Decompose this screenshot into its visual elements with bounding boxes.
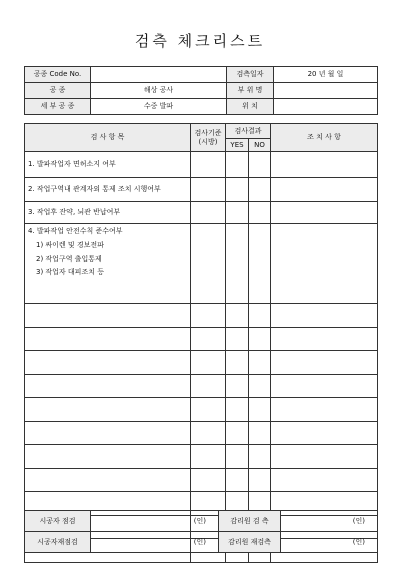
contractor-check-label: 시공자 점검 — [25, 511, 91, 532]
item-cell[interactable] — [25, 468, 191, 492]
col-yes-header: YES — [226, 139, 249, 152]
signoff-table — [24, 510, 378, 553]
yes-cell[interactable] — [226, 468, 249, 492]
header-row — [25, 99, 378, 115]
empty-row — [25, 304, 378, 328]
yes-cell[interactable] — [226, 327, 249, 351]
yes-cell[interactable] — [226, 351, 249, 375]
criteria-cell[interactable] — [191, 398, 226, 422]
criteria-cell[interactable] — [191, 327, 226, 351]
no-cell[interactable] — [249, 445, 271, 469]
checklist-subitem: 1) 싸이렌 및 경보전파 — [36, 240, 104, 249]
no-cell[interactable] — [249, 398, 271, 422]
criteria-cell[interactable] — [191, 304, 226, 328]
col-item-header: 검 사 항 목 — [25, 124, 191, 152]
col-no-header: NO — [249, 139, 271, 152]
code-label: 공종 Code No. — [25, 67, 91, 83]
contractor-recheck-label: 시공자재점검 — [25, 532, 91, 553]
table-row — [25, 178, 378, 202]
seal-mark: (인) — [352, 516, 365, 525]
empty-row — [25, 374, 378, 398]
supervisor-reinspection-seal[interactable] — [281, 532, 378, 553]
no-cell[interactable] — [249, 178, 271, 202]
seal-mark: (인) — [193, 537, 206, 546]
action-cell[interactable] — [271, 152, 378, 178]
checklist-item: 3. 작업후 잔약, 뇌관 반납여부 — [25, 202, 191, 224]
action-cell[interactable] — [271, 398, 378, 422]
item-cell[interactable] — [25, 304, 191, 328]
contractor-check-seal[interactable] — [91, 511, 219, 532]
action-cell[interactable] — [271, 421, 378, 445]
action-cell[interactable] — [271, 224, 378, 304]
action-cell[interactable] — [271, 202, 378, 224]
col-action-header: 조 치 사 항 — [271, 124, 378, 152]
no-cell[interactable] — [249, 421, 271, 445]
criteria-cell[interactable] — [191, 178, 226, 202]
no-cell[interactable] — [249, 304, 271, 328]
seal-mark: (인) — [193, 516, 206, 525]
criteria-cell[interactable] — [191, 224, 226, 304]
action-cell[interactable] — [271, 327, 378, 351]
no-cell[interactable] — [249, 351, 271, 375]
date-field[interactable]: 20 년 월 일 — [274, 67, 378, 83]
criteria-cell[interactable] — [191, 152, 226, 178]
action-cell[interactable] — [271, 178, 378, 202]
col-result-header: 검사결과 — [226, 124, 271, 139]
no-cell[interactable] — [249, 468, 271, 492]
criteria-cell[interactable] — [191, 421, 226, 445]
supervisor-inspection-label: 감리원 검 측 — [219, 511, 281, 532]
table-row — [25, 202, 378, 224]
contractor-recheck-seal[interactable] — [91, 532, 219, 553]
item-cell[interactable] — [25, 327, 191, 351]
yes-cell[interactable] — [226, 202, 249, 224]
signoff-row — [25, 511, 378, 532]
empty-row — [25, 421, 378, 445]
yes-cell[interactable] — [226, 224, 249, 304]
item-cell[interactable] — [25, 445, 191, 469]
header-row — [25, 83, 378, 99]
empty-row — [25, 398, 378, 422]
yes-cell[interactable] — [226, 421, 249, 445]
work-type-label: 공 종 — [25, 83, 91, 99]
criteria-cell[interactable] — [191, 374, 226, 398]
sub-work-type-label: 세 부 공 종 — [25, 99, 91, 115]
date-label: 검측일자 — [227, 67, 274, 83]
empty-row — [25, 468, 378, 492]
checklist-header-row — [25, 124, 378, 139]
action-cell[interactable] — [271, 468, 378, 492]
criteria-cell[interactable] — [191, 445, 226, 469]
criteria-cell[interactable] — [191, 351, 226, 375]
checklist-subitem: 2) 작업구역 출입통제 — [36, 254, 102, 263]
empty-row — [25, 327, 378, 351]
no-cell[interactable] — [249, 224, 271, 304]
yes-cell[interactable] — [226, 398, 249, 422]
checklist-subitem: 3) 작업자 대피조치 등 — [36, 268, 104, 277]
item-cell[interactable] — [25, 374, 191, 398]
work-type-field[interactable]: 해상 공사 — [91, 83, 227, 99]
item-cell[interactable] — [25, 351, 191, 375]
item-cell[interactable] — [25, 421, 191, 445]
yes-cell[interactable] — [226, 152, 249, 178]
checklist-item: 4. 발파작업 안전수칙 준수여부 — [28, 227, 123, 235]
supervisor-inspection-seal[interactable] — [281, 511, 378, 532]
empty-row — [25, 351, 378, 375]
checklist-item: 1. 발파작업자 면허소지 여부 — [25, 152, 191, 178]
seal-mark: (인) — [352, 537, 365, 546]
criteria-cell[interactable] — [191, 202, 226, 224]
no-cell[interactable] — [249, 152, 271, 178]
table-row — [25, 224, 378, 304]
location-label: 위 치 — [227, 99, 274, 115]
yes-cell[interactable] — [226, 178, 249, 202]
no-cell[interactable] — [249, 374, 271, 398]
checklist-table — [24, 123, 378, 563]
table-row — [25, 152, 378, 178]
signoff-row — [25, 532, 378, 553]
criteria-cell[interactable] — [191, 468, 226, 492]
part-name-label: 부 위 명 — [227, 83, 274, 99]
header-info-table — [24, 66, 378, 115]
no-cell[interactable] — [249, 327, 271, 351]
part-name-field[interactable] — [274, 83, 378, 99]
yes-cell[interactable] — [226, 374, 249, 398]
header-row — [25, 67, 378, 83]
action-cell[interactable] — [271, 445, 378, 469]
empty-row — [25, 445, 378, 469]
checklist-item: 2. 작업구역내 관계자외 통제 조치 시행여부 — [25, 178, 191, 202]
location-field[interactable] — [274, 99, 378, 115]
action-cell[interactable] — [271, 351, 378, 375]
supervisor-reinspection-label: 감리원 재검측 — [219, 532, 281, 553]
no-cell[interactable] — [249, 202, 271, 224]
yes-cell[interactable] — [226, 304, 249, 328]
document-title: 검측 체크리스트 — [134, 32, 266, 50]
checklist-item-group — [25, 224, 191, 304]
sub-work-type-field[interactable]: 수중 발파 — [91, 99, 227, 115]
action-cell[interactable] — [271, 304, 378, 328]
item-cell[interactable] — [25, 398, 191, 422]
yes-cell[interactable] — [226, 445, 249, 469]
action-cell[interactable] — [271, 374, 378, 398]
col-criteria-header: 검사기준 (시방) — [191, 124, 226, 152]
code-field[interactable] — [91, 67, 227, 83]
